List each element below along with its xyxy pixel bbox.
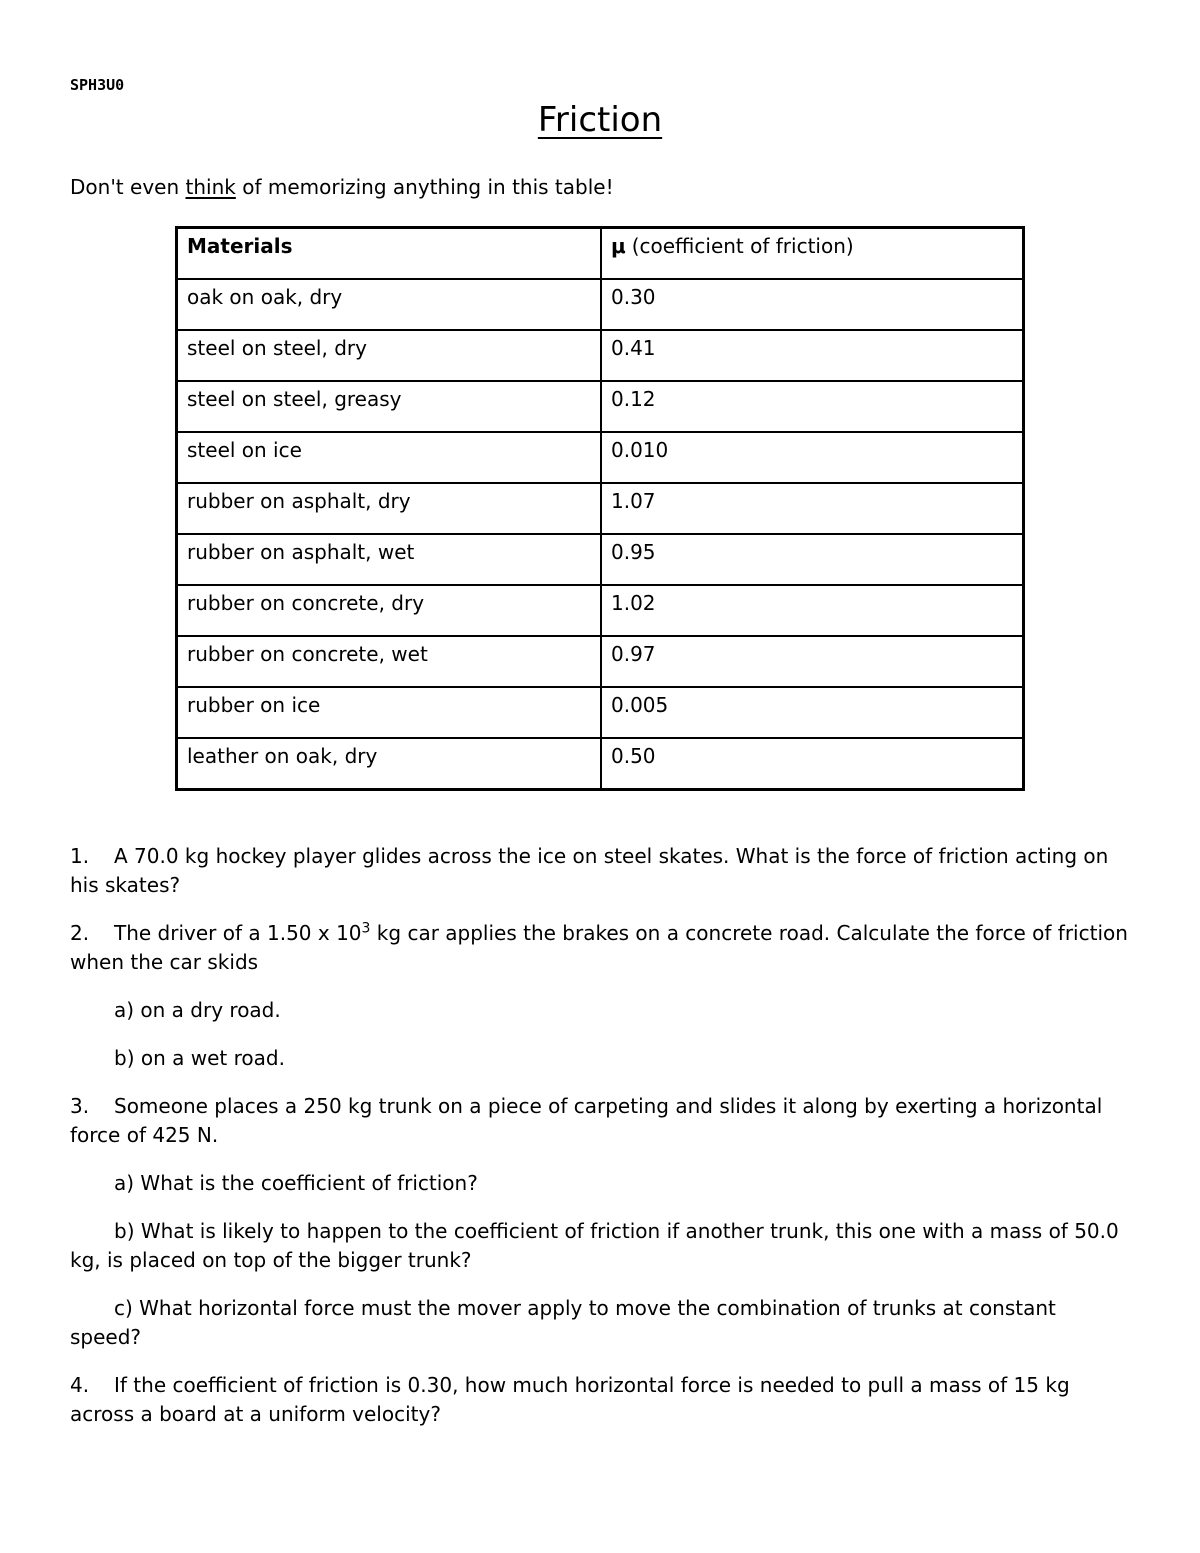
material-cell: steel on ice — [177, 432, 602, 483]
table-row — [177, 483, 1024, 534]
material-cell: rubber on concrete, wet — [177, 636, 602, 687]
question-2a: a) on a dry road. — [114, 998, 281, 1022]
intro-before: Don't even — [70, 175, 186, 199]
material-cell: rubber on asphalt, wet — [177, 534, 602, 585]
question-3a: a) What is the coefficient of friction? — [114, 1171, 478, 1195]
mu-cell: 0.50 — [601, 738, 1024, 790]
exponent: 3 — [361, 920, 371, 937]
mu-cell: 0.010 — [601, 432, 1024, 483]
table-row — [177, 687, 1024, 738]
mu-cell: 0.005 — [601, 687, 1024, 738]
materials-header: Materials — [177, 228, 602, 280]
table-row — [177, 636, 1024, 687]
coefficient-header-label: (coefficient of friction) — [631, 234, 854, 258]
questions — [70, 842, 1130, 1448]
table-row — [177, 381, 1024, 432]
table-row — [177, 279, 1024, 330]
table-row — [177, 432, 1024, 483]
material-cell: rubber on concrete, dry — [177, 585, 602, 636]
material-cell: rubber on asphalt, dry — [177, 483, 602, 534]
friction-table — [175, 226, 1025, 791]
course-code: SPH3U0 — [70, 76, 125, 94]
question-4 — [70, 1371, 1130, 1429]
question-number: 3. — [70, 1094, 90, 1118]
mu-cell: 0.30 — [601, 279, 1024, 330]
page-title — [0, 100, 1200, 140]
question-text: Someone places a 250 kg trunk on a piece of carpeting and slides it along by exerting a horizontal force of 425 N. — [70, 1094, 1103, 1147]
material-cell: oak on oak, dry — [177, 279, 602, 330]
mu-cell: 0.12 — [601, 381, 1024, 432]
question-text: c) What horizontal force must the mover apply to move the combination of trunks at constant speed? — [70, 1296, 1056, 1349]
question-number: 4. — [70, 1373, 90, 1397]
intro-after: of memorizing anything in this table! — [235, 175, 614, 199]
question-number: 2. — [70, 921, 90, 945]
table-header-row — [177, 228, 1024, 280]
mu-cell: 1.07 — [601, 483, 1024, 534]
question-number: 1. — [70, 844, 90, 868]
mu-symbol: μ — [611, 234, 626, 258]
question-text-after: kg car applies the brakes on a concrete road. Calculate the force of friction when the car skids — [70, 921, 1128, 974]
page-title-text: Friction — [537, 100, 663, 140]
mu-cell: 0.97 — [601, 636, 1024, 687]
material-cell: steel on steel, dry — [177, 330, 602, 381]
question-text: b) What is likely to happen to the coefficient of friction if another trunk, this one with a mass of 50.0 kg, is placed on top of the bigger trunk? — [70, 1219, 1119, 1272]
mu-cell: 0.95 — [601, 534, 1024, 585]
question-text: If the coefficient of friction is 0.30, how much horizontal force is needed to pull a mass of 15 kg across a board at a uniform velocity? — [70, 1373, 1070, 1426]
intro-text — [70, 175, 614, 199]
question-3 — [70, 1092, 1130, 1150]
table-row — [177, 738, 1024, 790]
intro-emphasis: think — [185, 175, 236, 199]
question-1 — [70, 842, 1130, 900]
coefficient-header — [601, 228, 1024, 280]
question-text-before: The driver of a 1.50 x 10 — [114, 921, 362, 945]
question-text: A 70.0 kg hockey player glides across the ice on steel skates. What is the force of friction acting on his skates? — [70, 844, 1109, 897]
table-row — [177, 585, 1024, 636]
question-3b — [70, 1217, 1130, 1275]
material-cell: steel on steel, greasy — [177, 381, 602, 432]
mu-cell: 0.41 — [601, 330, 1024, 381]
question-2b: b) on a wet road. — [114, 1046, 285, 1070]
mu-cell: 1.02 — [601, 585, 1024, 636]
question-3c — [70, 1294, 1130, 1352]
material-cell: leather on oak, dry — [177, 738, 602, 790]
table-row — [177, 330, 1024, 381]
question-2 — [70, 919, 1130, 977]
table-row — [177, 534, 1024, 585]
material-cell: rubber on ice — [177, 687, 602, 738]
